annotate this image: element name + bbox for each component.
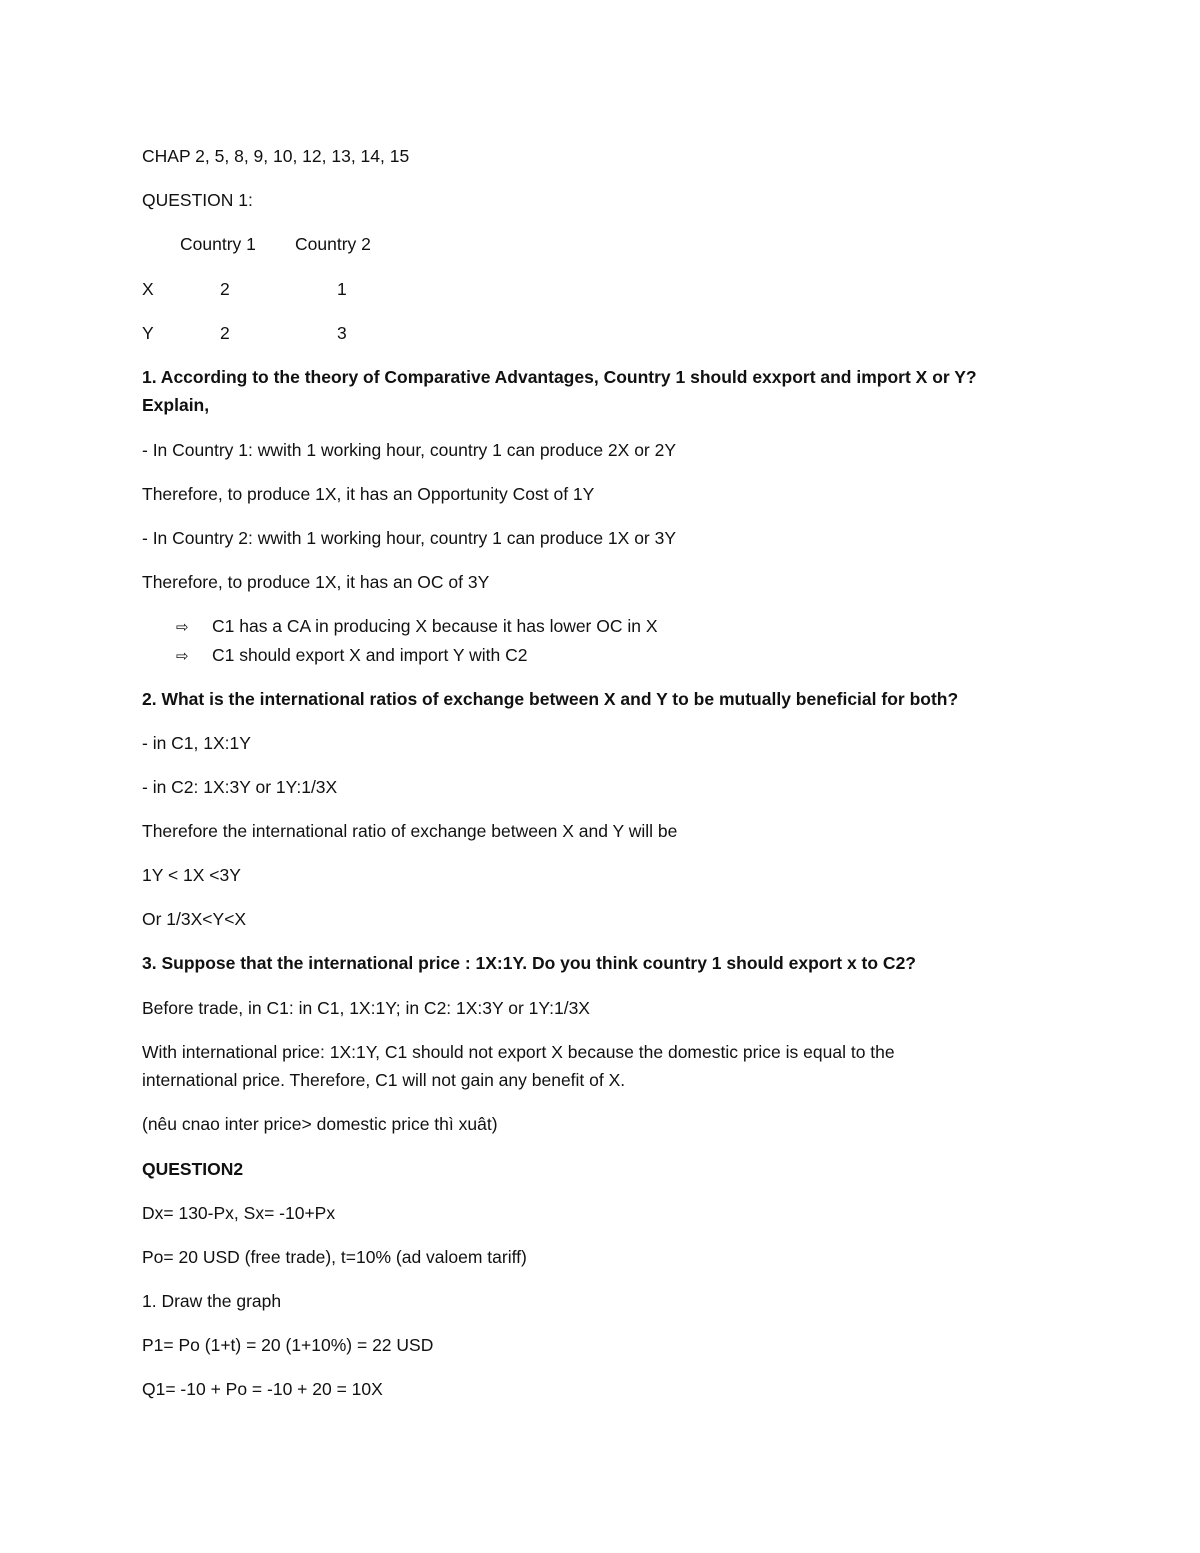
paragraph: Po= 20 USD (free trade), t=10% (ad valoem tariff) — [142, 1247, 527, 1267]
table-cell: 1 — [337, 279, 347, 299]
paragraph: Q1= -10 + Po = -10 + 20 = 10X — [142, 1379, 383, 1399]
table-cell: 2 — [220, 279, 230, 299]
arrow-bullet-icon: ⇨ — [176, 618, 189, 636]
paragraph: Therefore, to produce 1X, it has an OC of 3Y — [142, 572, 490, 592]
paragraph: Or 1/3X<Y<X — [142, 909, 247, 929]
list-item-text: C1 has a CA in producing X because it has lower OC in X — [212, 616, 658, 636]
paragraph: Before trade, in C1: in C1, 1X:1Y; in C2: 1X:3Y or 1Y:1/3X — [142, 998, 590, 1018]
list-item — [176, 642, 528, 669]
arrow-bullet-icon: ⇨ — [176, 647, 189, 665]
q1-part1-heading-cont: Explain, — [142, 395, 210, 415]
paragraph: Therefore, to produce 1X, it has an Opportunity Cost of 1Y — [142, 484, 595, 504]
paragraph: (nêu cnao inter price> domestic price thì xuât) — [142, 1114, 498, 1134]
table-header-country-2: Country 2 — [295, 234, 371, 254]
paragraph: international price. Therefore, C1 will not gain any benefit of X. — [142, 1070, 626, 1090]
table-header-country-1: Country 1 — [180, 234, 256, 254]
table-cell: 2 — [220, 323, 230, 343]
paragraph: - In Country 1: wwith 1 working hour, country 1 can produce 2X or 2Y — [142, 440, 677, 460]
chapter-list: CHAP 2, 5, 8, 9, 10, 12, 13, 14, 15 — [142, 146, 410, 166]
paragraph: - in C2: 1X:3Y or 1Y:1/3X — [142, 777, 338, 797]
list-item — [176, 613, 658, 640]
q1-part2-heading: 2. What is the international ratios of exchange between X and Y to be mutually beneficial for both? — [142, 689, 959, 709]
q1-part1-heading: 1. According to the theory of Comparative Advantages, Country 1 should exxport and import X or Y? — [142, 367, 977, 387]
paragraph: P1= Po (1+t) = 20 (1+10%) = 22 USD — [142, 1335, 434, 1355]
question-1-title: QUESTION 1: — [142, 190, 253, 210]
question-2-title: QUESTION2 — [142, 1159, 244, 1179]
q1-part3-heading: 3. Suppose that the international price : 1X:1Y. Do you think country 1 should export x to C2? — [142, 953, 916, 973]
list-item-text: C1 should export X and import Y with C2 — [212, 645, 528, 665]
paragraph: 1. Draw the graph — [142, 1291, 282, 1311]
paragraph: - in C1, 1X:1Y — [142, 733, 251, 753]
table-row-label: X — [142, 279, 154, 299]
paragraph: Therefore the international ratio of exchange between X and Y will be — [142, 821, 678, 841]
paragraph: Dx= 130-Px, Sx= -10+Px — [142, 1203, 336, 1223]
table-cell: 3 — [337, 323, 347, 343]
paragraph: With international price: 1X:1Y, C1 should not export X because the domestic price is equal to the — [142, 1042, 895, 1062]
table-row-label: Y — [142, 323, 154, 343]
paragraph: 1Y < 1X <3Y — [142, 865, 241, 885]
paragraph: - In Country 2: wwith 1 working hour, country 1 can produce 1X or 3Y — [142, 528, 677, 548]
